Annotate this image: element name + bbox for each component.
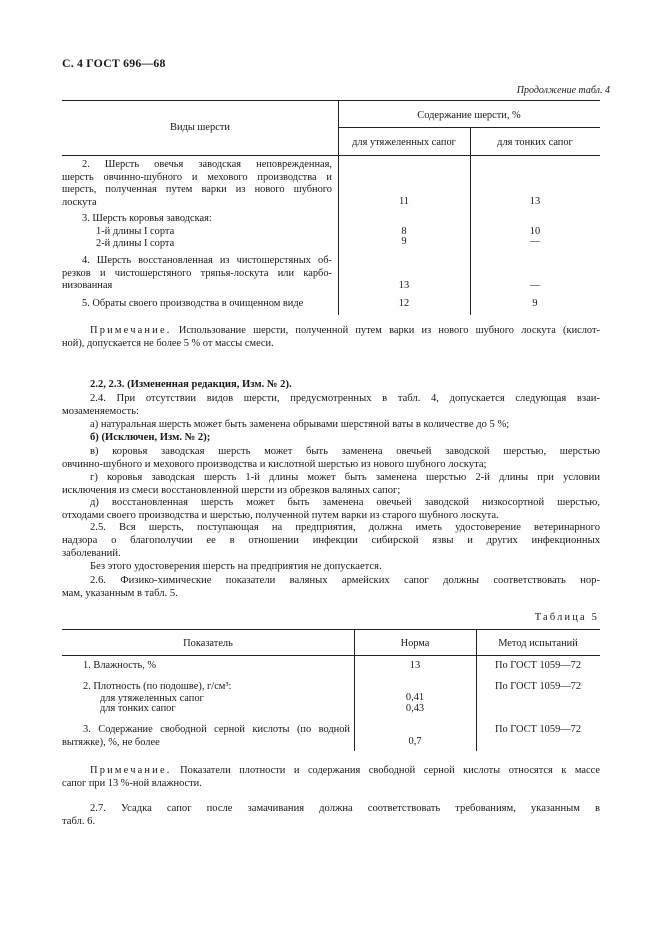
table-row: 3. Шерсть коровья заводская: 1-й длины I сорта 2-й длины I сорта	[82, 213, 212, 250]
paragraph-2-6: 2.6. Физико-химические показатели валяных армейских сапог должны соответствовать нор- мам, указанным в табл. 5.	[62, 575, 600, 600]
table-row: 4. Шерсть восстановленная из чистошерстяных об- резков и чистошерстяного тряпья-лоскута или карбо- низованная	[62, 255, 332, 292]
cell-value: 0,7	[408, 736, 422, 747]
table-header-rule	[62, 655, 600, 656]
paragraph-2-7: 2.7. Усадка сапог после замачивания должна соответствовать требованиям, указанным в табл. 6.	[62, 803, 600, 828]
col-header-heavy: для утяжеленных сапог	[352, 137, 456, 148]
col-header-thin: для тонких сапог	[497, 137, 573, 148]
col-header-method: Метод испытаний	[498, 638, 578, 649]
cell-value: 0,43	[405, 703, 425, 714]
paragraph-2-4-g: г) коровья заводская шерсть 1-й длины может быть заменена шерстью 2-й длины при условии исключения из смеси восстановленной шерсти из обрезков валяных сапог;	[62, 472, 600, 497]
table-5-caption: Таблица 5	[534, 612, 599, 623]
table-top-rule	[62, 629, 600, 630]
cell-value: —	[529, 280, 541, 291]
cell-value: 9	[401, 236, 407, 247]
col-header-norm: Норма	[400, 638, 430, 649]
paragraph-2-4-v: в) коровья заводская шерсть может быть заменена овечьей заводской шерстью, шерстью овчинно-шубного и мехового производства и кислотной шерстью из нового шубного лоскута;	[62, 446, 600, 471]
page-header: С. 4 ГОСТ 696—68	[62, 56, 166, 70]
paragraph-2-4-a: а) натуральная шерсть может быть заменена обрывами шерстяной ваты в количестве до 5 %;	[90, 419, 510, 430]
cell-value: 13	[409, 660, 421, 671]
table-row: 3. Содержание свободной серной кислоты (по водной вытяжке), %, не более	[62, 724, 350, 748]
paragraph-2-4-d: д) восстановленная шерсть может быть заменена овечьей заводской низкосортной шерстью, отходами своего производства и шерстью, полученной путем варки из старого шубного лоскута.	[62, 497, 600, 522]
col-header-wool-types: Виды шерсти	[170, 122, 230, 133]
col-header-indicator: Показатель	[183, 638, 233, 649]
table-row: 1. Влажность, %	[83, 660, 157, 671]
cell-value: 13	[398, 280, 410, 291]
cell-value: 10	[529, 226, 541, 237]
col-group-header: Содержание шерсти, %	[417, 110, 521, 121]
paragraph-2-5-b: Без этого удостоверения шерсть на предприятия не допускается.	[90, 561, 382, 572]
table-subheader-rule	[338, 127, 600, 128]
cell-value: —	[529, 236, 541, 247]
cell-value: 9	[532, 298, 538, 309]
cell-value: 11	[398, 196, 409, 207]
cell-value: 0,41	[405, 692, 425, 703]
table-5-note: Примечание. Показатели плотности и содержания свободной серной кислоты относятся к массе сапог при 13 %-ной влажности.	[62, 765, 600, 790]
table-row: 5. Обраты своего производства в очищенном виде	[82, 298, 304, 309]
paragraph-2-5: 2.5. Вся шерсть, поступающая на предприятия, должна иметь удостоверение ветеринарного надзора о благополучии ее в отношении инфекции сибирской язвы и других инфекционных заболеваний.	[62, 522, 600, 560]
paragraph-2-4-b: б) (Исключен, Изм. № 2);	[90, 432, 211, 443]
cell-value: 13	[529, 196, 541, 207]
table-header-rule	[62, 155, 600, 156]
cell-value: По ГОСТ 1059—72	[494, 681, 582, 692]
cell-value: 12	[398, 298, 410, 309]
table-continuation-label: Продолжение табл. 4	[516, 85, 610, 96]
paragraph-2-2-2-3: 2.2, 2.3. (Измененная редакция, Изм. № 2).	[90, 379, 292, 390]
table-4-note: Примечание. Использование шерсти, полученной путем варки из нового шубного лоскута (кислот- ной), допускается не более 5 % от массы смеси.	[62, 325, 600, 350]
table-row: 2. Шерсть овечья заводская неповрежденная, шерсть овчинно-шубного и мехового производства и шерсть, полученная путем варки из нового шубного лоскута	[62, 159, 332, 208]
table-top-rule	[62, 100, 600, 101]
paragraph-2-4: 2.4. При отсутствии видов шерсти, предусмотренных в табл. 4, допускается следующая взаи- мозаменяемость:	[62, 393, 600, 418]
cell-value: По ГОСТ 1059—72	[494, 724, 582, 735]
table-row: 2. Плотность (по подошве), г/см³: для утяжеленных сапог для тонких сапог	[83, 681, 232, 715]
cell-value: По ГОСТ 1059—72	[494, 660, 582, 671]
cell-value: 8	[401, 226, 407, 237]
